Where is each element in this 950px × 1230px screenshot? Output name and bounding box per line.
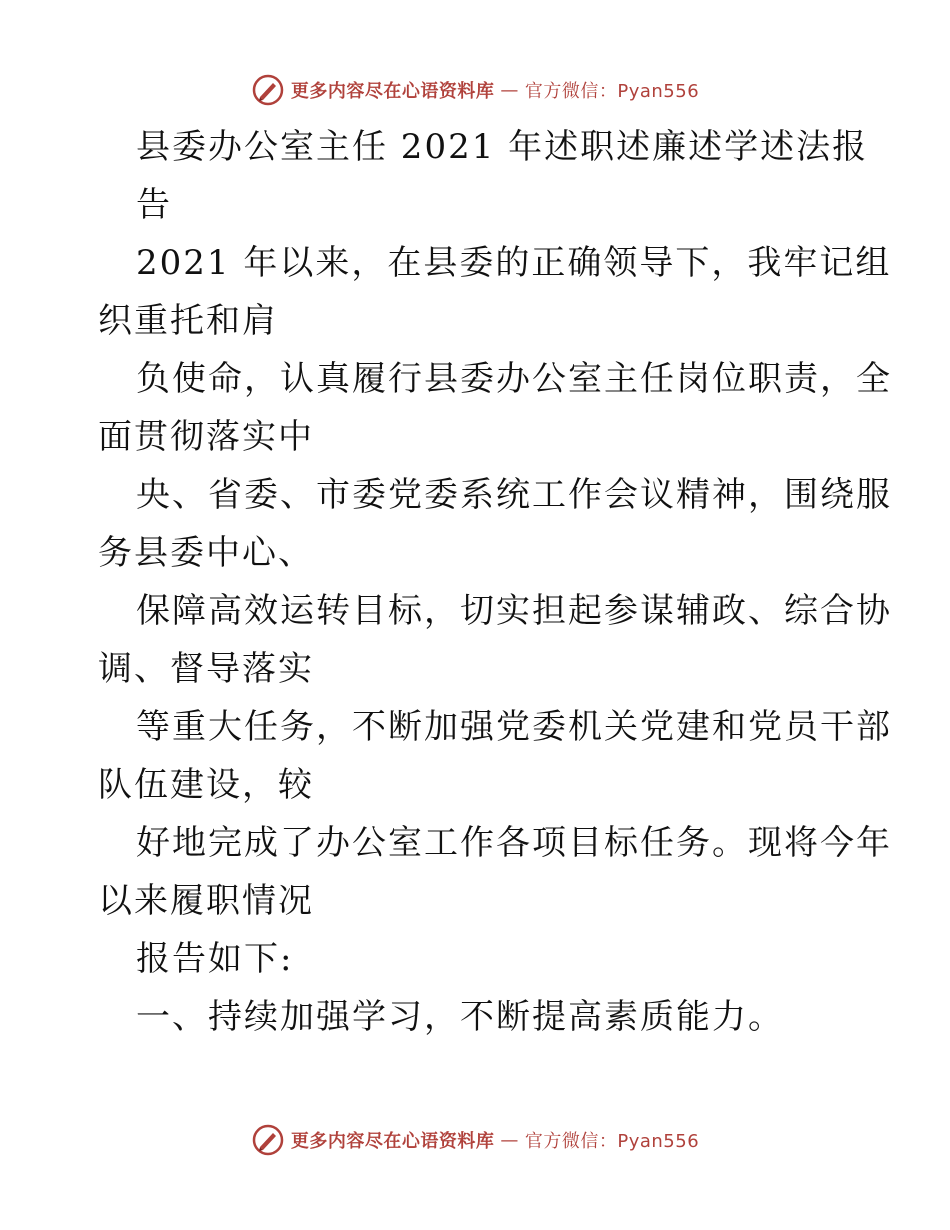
document-line: 面贯彻落实中	[98, 417, 314, 457]
watermark-site-text: 更多内容尽在心语资料库	[290, 1131, 495, 1152]
pen-logo-icon	[251, 1123, 285, 1157]
document-line: 保障高效运转目标，切实担起参谋辅政、综合协	[136, 591, 892, 631]
watermark-site-text: 更多内容尽在心语资料库	[290, 81, 495, 102]
watermark-header	[0, 70, 950, 110]
document-line: 队伍建设，较	[98, 765, 314, 805]
watermark-dash: —	[500, 79, 519, 101]
document-line: 2021 年以来，在县委的正确领导下，我牢记组	[136, 243, 892, 283]
document-line: 报告如下:	[136, 939, 294, 979]
document-line: 调、督导落实	[98, 649, 314, 689]
watermark-dash: —	[500, 1129, 519, 1151]
document-line: 织重托和肩	[98, 301, 278, 341]
watermark-wechat-text: 官方微信：Pyan556	[524, 1131, 700, 1152]
document-line: 负使命，认真履行县委办公室主任岗位职责，全	[136, 359, 892, 399]
document-line: 县委办公室主任 2021 年述职述廉述学述法报	[136, 127, 869, 167]
watermark-wechat-text: 官方微信：Pyan556	[524, 81, 700, 102]
document-line: 等重大任务，不断加强党委机关党建和党员干部	[136, 707, 892, 747]
document-line: 务县委中心、	[98, 533, 314, 573]
pen-logo-icon	[251, 73, 285, 107]
document-line: 央、省委、市委党委系统工作会议精神，围绕服	[136, 475, 892, 515]
watermark-footer	[0, 1120, 950, 1160]
document-line: 好地完成了办公室工作各项目标任务。现将今年	[136, 823, 892, 863]
document-body	[98, 118, 892, 1046]
document-line: 告	[136, 185, 172, 225]
document-line: 以来履职情况	[98, 881, 314, 921]
document-line: 一、持续加强学习，不断提高素质能力。	[136, 997, 784, 1037]
